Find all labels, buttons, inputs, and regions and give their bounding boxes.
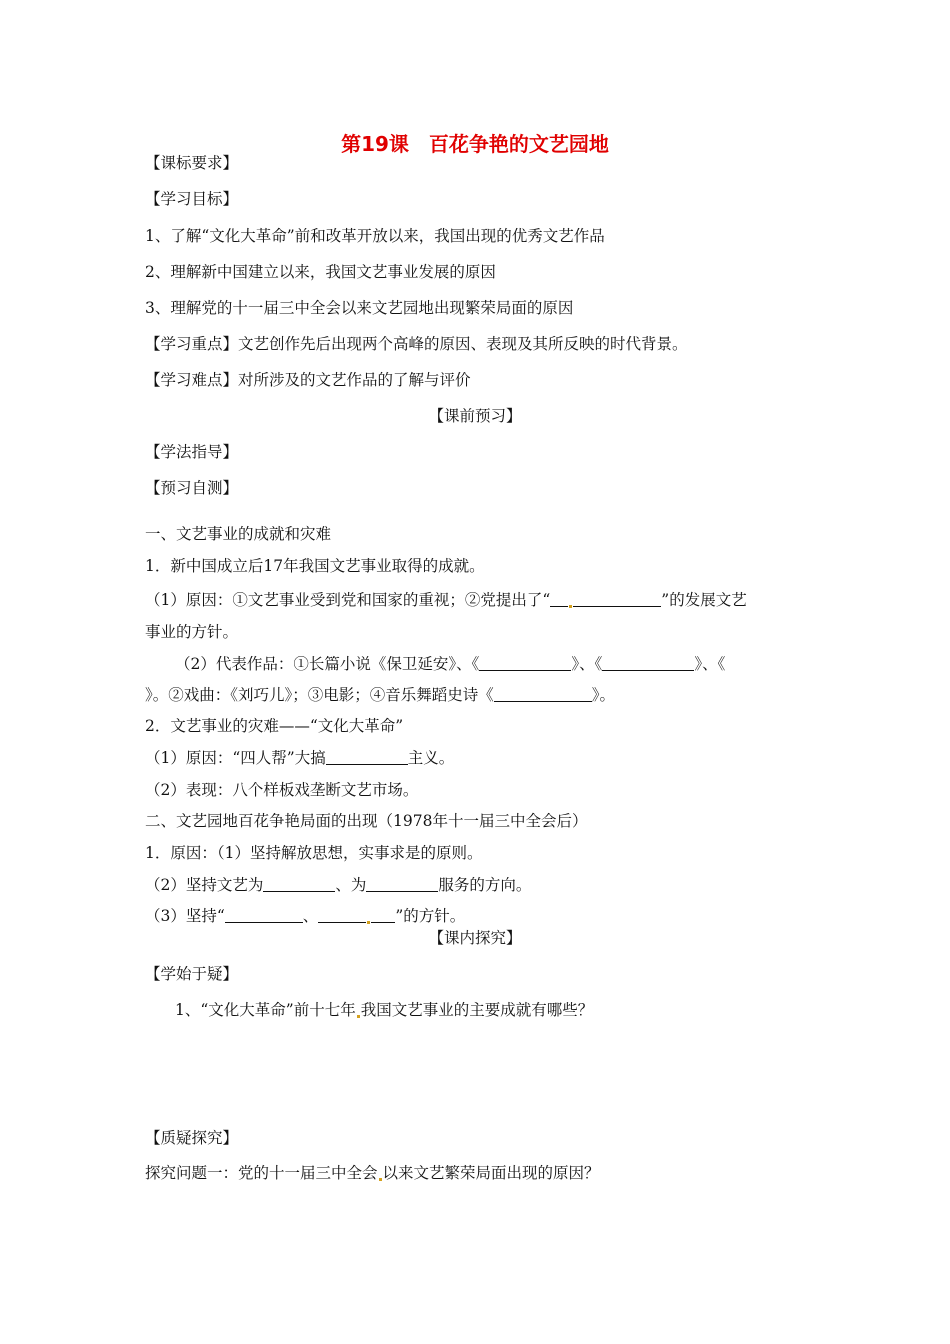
preview-s2-1: 1．原因：（1）坚持解放思想，实事求是的原则。 xyxy=(145,844,483,862)
marker-dot xyxy=(357,1015,360,1018)
marker-dot xyxy=(569,605,572,608)
text-segment: 1、“文化大革命”前十七年 xyxy=(175,1001,356,1019)
key-point-text: 文艺创作先后出现两个高峰的原因、表现及其所反映的时代背景。 xyxy=(238,335,688,353)
difficult-point xyxy=(145,370,471,390)
text-segment: 我国文艺事业的主要成就有哪些？ xyxy=(360,1001,594,1019)
section-xuefa: 【学法指导】 xyxy=(145,443,239,461)
preview-s1-2: 2．文艺事业的灾难——“文化大革命” xyxy=(145,717,404,735)
preview-s1-2-a xyxy=(145,748,454,768)
text-segment: 、 xyxy=(302,907,319,925)
text-segment: ”的发展文艺 xyxy=(661,591,747,609)
section-keqian: 【课前预习】 xyxy=(428,407,522,425)
text-segment: 以来文艺繁荣局面出现的原因？ xyxy=(382,1164,600,1182)
blank-line[interactable] xyxy=(602,654,694,671)
preview-s1: 一、文艺事业的成就和灾难 xyxy=(145,525,332,543)
text-segment: （2）坚持文艺为 xyxy=(145,876,264,894)
section-kebiao: 【课标要求】 xyxy=(145,154,239,172)
text-segment: （1）原因：“四人帮”大搞 xyxy=(145,749,326,767)
blank-line[interactable] xyxy=(366,875,438,892)
blank-line[interactable] xyxy=(225,906,303,923)
section-mubiao: 【学习目标】 xyxy=(145,190,239,208)
text-segment: 》、《 xyxy=(571,655,603,673)
text-segment: ”的方针。 xyxy=(395,907,466,925)
preview-s1-1: 1．新中国成立后17年我国文艺事业取得的成就。 xyxy=(145,557,485,575)
blank-line[interactable] xyxy=(479,654,571,671)
text-segment: 主义。 xyxy=(407,749,455,767)
text-segment: （3）坚持“ xyxy=(145,907,225,925)
section-xueshi: 【学始于疑】 xyxy=(145,965,239,983)
text-segment: 探究问题一：党的十一届三中全会 xyxy=(145,1164,378,1182)
text-segment: （2）代表作品：①长篇小说《保卫延安》、《 xyxy=(175,655,480,673)
preview-s1-1-a xyxy=(145,590,747,610)
key-point xyxy=(145,334,688,354)
question-1 xyxy=(175,1000,593,1020)
text-segment: 》。②戏曲：《刘巧儿》；③电影；④音乐舞蹈史诗《 xyxy=(145,686,494,704)
preview-s1-1-b-cont xyxy=(145,685,615,705)
page-title: 第19课 百花争艳的文艺园地 xyxy=(341,132,609,156)
section-yuxi: 【预习自测】 xyxy=(145,479,239,497)
blank-line[interactable] xyxy=(263,875,335,892)
blank-line[interactable] xyxy=(573,590,661,607)
difficult-point-label: 【学习难点】 xyxy=(145,371,239,389)
marker-dot xyxy=(379,1178,382,1181)
blank-line[interactable] xyxy=(318,906,366,923)
preview-s2-2 xyxy=(145,875,531,895)
section-zhiyi: 【质疑探究】 xyxy=(145,1129,239,1147)
goal-3: 3、理解党的十一届三中全会以来文艺园地出现繁荣局面的原因 xyxy=(145,299,574,317)
preview-s2: 二、文艺园地百花争艳局面的出现（1978年十一届三中全会后） xyxy=(145,812,588,830)
difficult-point-text: 对所涉及的文艺作品的了解与评价 xyxy=(238,371,471,389)
text-segment: （1）原因：①文艺事业受到党和国家的重视；②党提出了“ xyxy=(145,591,551,609)
text-segment: 》。 xyxy=(591,686,616,704)
text-segment: 、为 xyxy=(335,876,367,894)
blank-line[interactable] xyxy=(326,748,408,765)
marker-dot xyxy=(367,921,370,924)
blank-line[interactable] xyxy=(371,906,395,923)
section-kenei: 【课内探究】 xyxy=(428,929,522,947)
preview-s1-2-b: （2）表现：八个样板戏垄断文艺市场。 xyxy=(145,781,419,799)
text-segment: 服务的方向。 xyxy=(438,876,532,894)
preview-s1-1-b xyxy=(175,654,725,674)
preview-s2-3 xyxy=(145,906,465,926)
blank-line[interactable] xyxy=(494,685,592,702)
key-point-label: 【学习重点】 xyxy=(145,335,239,353)
goal-2: 2、理解新中国建立以来，我国文艺事业发展的原因 xyxy=(145,263,496,281)
explore-question-1 xyxy=(145,1163,600,1183)
text-segment: 》、《 xyxy=(694,655,726,673)
preview-s1-1-a-cont: 事业的方针。 xyxy=(145,623,239,641)
blank-line[interactable] xyxy=(550,590,568,607)
goal-1: 1、了解“文化大革命”前和改革开放以来，我国出现的优秀文艺作品 xyxy=(145,227,605,245)
